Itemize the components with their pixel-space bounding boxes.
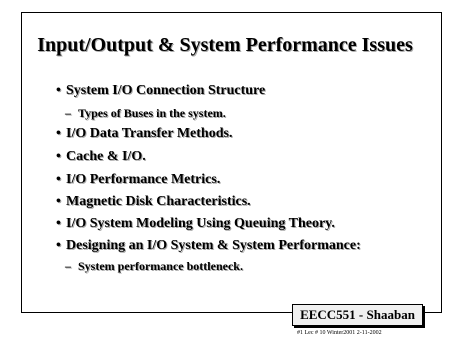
lecture-footer-note: #1 Lec # 10 Winter2001 2-11-2002: [297, 330, 382, 336]
bullet-marker: •: [56, 216, 61, 231]
bullet-item: [56, 125, 233, 142]
bullet-item: [56, 148, 146, 165]
course-footer-label: EECC551 - Shaaban: [292, 304, 423, 326]
bullet-text: I/O Data Transfer Methods.: [66, 126, 233, 141]
bullet-marker: •: [56, 194, 61, 209]
bullet-text: Magnetic Disk Characteristics.: [66, 194, 251, 209]
bullet-item: [56, 193, 251, 210]
bullet-item: [56, 237, 361, 254]
bullet-text: I/O Performance Metrics.: [66, 172, 221, 187]
sub-bullet-item: [65, 106, 226, 121]
bullet-text: Cache & I/O.: [66, 149, 146, 164]
bullet-item: [56, 82, 266, 99]
bullet-text: System performance bottleneck.: [78, 259, 243, 273]
bullet-text: Designing an I/O System & System Performance:: [66, 238, 361, 253]
sub-bullet-item: [65, 259, 243, 274]
bullet-marker: •: [56, 172, 61, 187]
slide-title: Input/Output & System Performance Issues: [37, 34, 413, 56]
bullet-marker: •: [56, 149, 61, 164]
bullet-marker: •: [56, 238, 61, 253]
bullet-item: [56, 171, 221, 188]
bullet-marker: –: [65, 259, 71, 273]
bullet-text: System I/O Connection Structure: [66, 83, 266, 98]
bullet-marker: –: [65, 106, 71, 120]
bullet-text: I/O System Modeling Using Queuing Theory.: [66, 216, 335, 231]
bullet-item: [56, 215, 335, 232]
bullet-marker: •: [56, 126, 61, 141]
bullet-text: Types of Buses in the system.: [78, 106, 226, 120]
bullet-marker: •: [56, 83, 61, 98]
